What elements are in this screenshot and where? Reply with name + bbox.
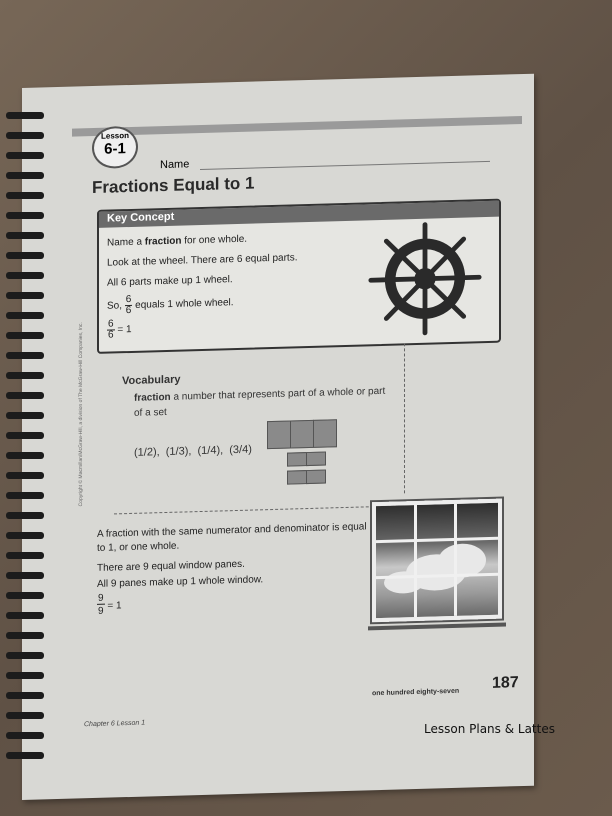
- spiral-coil: [6, 292, 44, 299]
- divider-horizontal: [114, 505, 404, 514]
- vocabulary-heading: Vocabulary: [122, 373, 181, 388]
- spiral-coil: [6, 132, 44, 139]
- window-mullion: [376, 537, 498, 543]
- window-mullion: [454, 504, 457, 616]
- vocab-term: fraction: [134, 391, 171, 404]
- section-2-text: [97, 520, 367, 621]
- watermark: Lesson Plans & Lattes: [424, 722, 555, 736]
- kc-equation: [107, 319, 132, 341]
- spiral-coil: [6, 252, 44, 259]
- frac-num: 6: [125, 293, 132, 306]
- spiral-coil: [6, 112, 44, 119]
- spiral-coil: [6, 272, 44, 279]
- spiral-coil: [6, 732, 44, 739]
- divider-vertical: [404, 343, 405, 493]
- spiral-coil: [6, 432, 44, 439]
- kc-line-1-bold: fraction: [144, 235, 182, 248]
- frac-den: 9: [98, 605, 104, 617]
- spiral-coil: [6, 452, 44, 459]
- vocab-def-text: a number that represents part of a whole or part of a set: [134, 385, 386, 419]
- spiral-coil: [6, 492, 44, 499]
- lesson-badge: [92, 126, 138, 169]
- model-shape: [267, 420, 291, 449]
- model-shape: [306, 470, 326, 485]
- fraction-example: (1/2),: [134, 446, 160, 459]
- model-shape: [306, 452, 326, 467]
- kc-line-3: All 6 parts make up 1 wheel.: [107, 274, 233, 289]
- lesson-label: Lesson: [100, 131, 129, 141]
- section2-p3: All 9 panes make up 1 whole window.: [97, 574, 264, 590]
- chapter-lesson-footer: Chapter 6 Lesson 1: [84, 719, 146, 729]
- section2-eq-rhs: = 1: [107, 600, 122, 612]
- spiral-coil: [6, 232, 44, 239]
- spiral-coil: [6, 632, 44, 639]
- name-label: Name: [160, 158, 190, 172]
- window-image: [372, 499, 502, 623]
- spiral-coil: [6, 672, 44, 679]
- kc-line-4-post: equals 1 whole wheel.: [135, 297, 234, 311]
- spiral-coil: [6, 312, 44, 319]
- section2-fraction: [97, 594, 105, 619]
- kc-line-4-pre: So,: [107, 300, 123, 312]
- frac-num: 9: [98, 592, 104, 604]
- workbook-page: [22, 74, 534, 800]
- spiral-coil: [6, 652, 44, 659]
- frac-den: 6: [108, 329, 114, 341]
- spiral-coil: [6, 612, 44, 619]
- model-shape: [290, 420, 314, 449]
- kc-line-2: Look at the wheel. There are 6 equal parts.: [107, 252, 298, 269]
- spiral-coil: [6, 392, 44, 399]
- spiral-coil: [6, 412, 44, 419]
- fraction-example: (1/3),: [165, 445, 192, 458]
- page-number-words: one hundred eighty-seven: [372, 687, 460, 698]
- section2-p1: A fraction with the same numerator and denominator is equal to 1, or one whole.: [97, 521, 367, 554]
- section2-equation: [97, 586, 367, 619]
- spiral-coil: [6, 372, 44, 379]
- ship-wheel-image: [367, 219, 483, 338]
- spiral-coil: [6, 572, 44, 579]
- model-shape: [313, 419, 337, 448]
- copyright-text: Copyright © Macmillan/McGraw-Hill, a division of The McGraw-Hill Companies, Inc.: [78, 322, 84, 507]
- kc-line-4: [107, 292, 234, 317]
- window-mullion: [414, 505, 417, 617]
- spiral-binding: [6, 112, 46, 772]
- spiral-coil: [6, 152, 44, 159]
- kc-eq-rhs: = 1: [117, 324, 132, 336]
- spiral-coil: [6, 512, 44, 519]
- lesson-number: 6-1: [104, 140, 126, 158]
- fraction-example: (3/4): [229, 443, 252, 457]
- spiral-coil: [6, 212, 44, 219]
- spiral-coil: [6, 532, 44, 539]
- spiral-coil: [6, 592, 44, 599]
- page-title: Fractions Equal to 1: [92, 173, 255, 198]
- header-rule: [72, 116, 522, 137]
- spiral-coil: [6, 692, 44, 699]
- page-number: 187: [492, 674, 519, 692]
- fraction-example: (1/4),: [197, 444, 224, 458]
- window-sill: [368, 622, 506, 630]
- spiral-coil: [6, 332, 44, 339]
- key-concept-box: [97, 199, 501, 354]
- spiral-coil: [6, 472, 44, 479]
- model-shape: [287, 470, 307, 485]
- spiral-coil: [6, 552, 44, 559]
- kc-line-1-post: for one whole.: [181, 233, 248, 247]
- kc-line-1: [107, 234, 247, 249]
- kc-eq-fraction: [107, 319, 115, 340]
- spiral-coil: [6, 172, 44, 179]
- fraction-examples: [134, 443, 255, 458]
- model-shape: [287, 452, 307, 467]
- spiral-coil: [6, 712, 44, 719]
- kc-fraction-6-6: [125, 295, 133, 316]
- key-concept-title: Key Concept: [107, 210, 175, 225]
- spiral-coil: [6, 352, 44, 359]
- section2-p2: There are 9 equal window panes.: [97, 558, 245, 574]
- vocabulary-definition: [134, 384, 394, 421]
- spiral-coil: [6, 752, 44, 759]
- frac-den: 6: [125, 304, 132, 317]
- frac-num: 6: [108, 318, 114, 330]
- name-line: [200, 161, 490, 170]
- spiral-coil: [6, 192, 44, 199]
- kc-line-1-pre: Name a: [107, 236, 145, 249]
